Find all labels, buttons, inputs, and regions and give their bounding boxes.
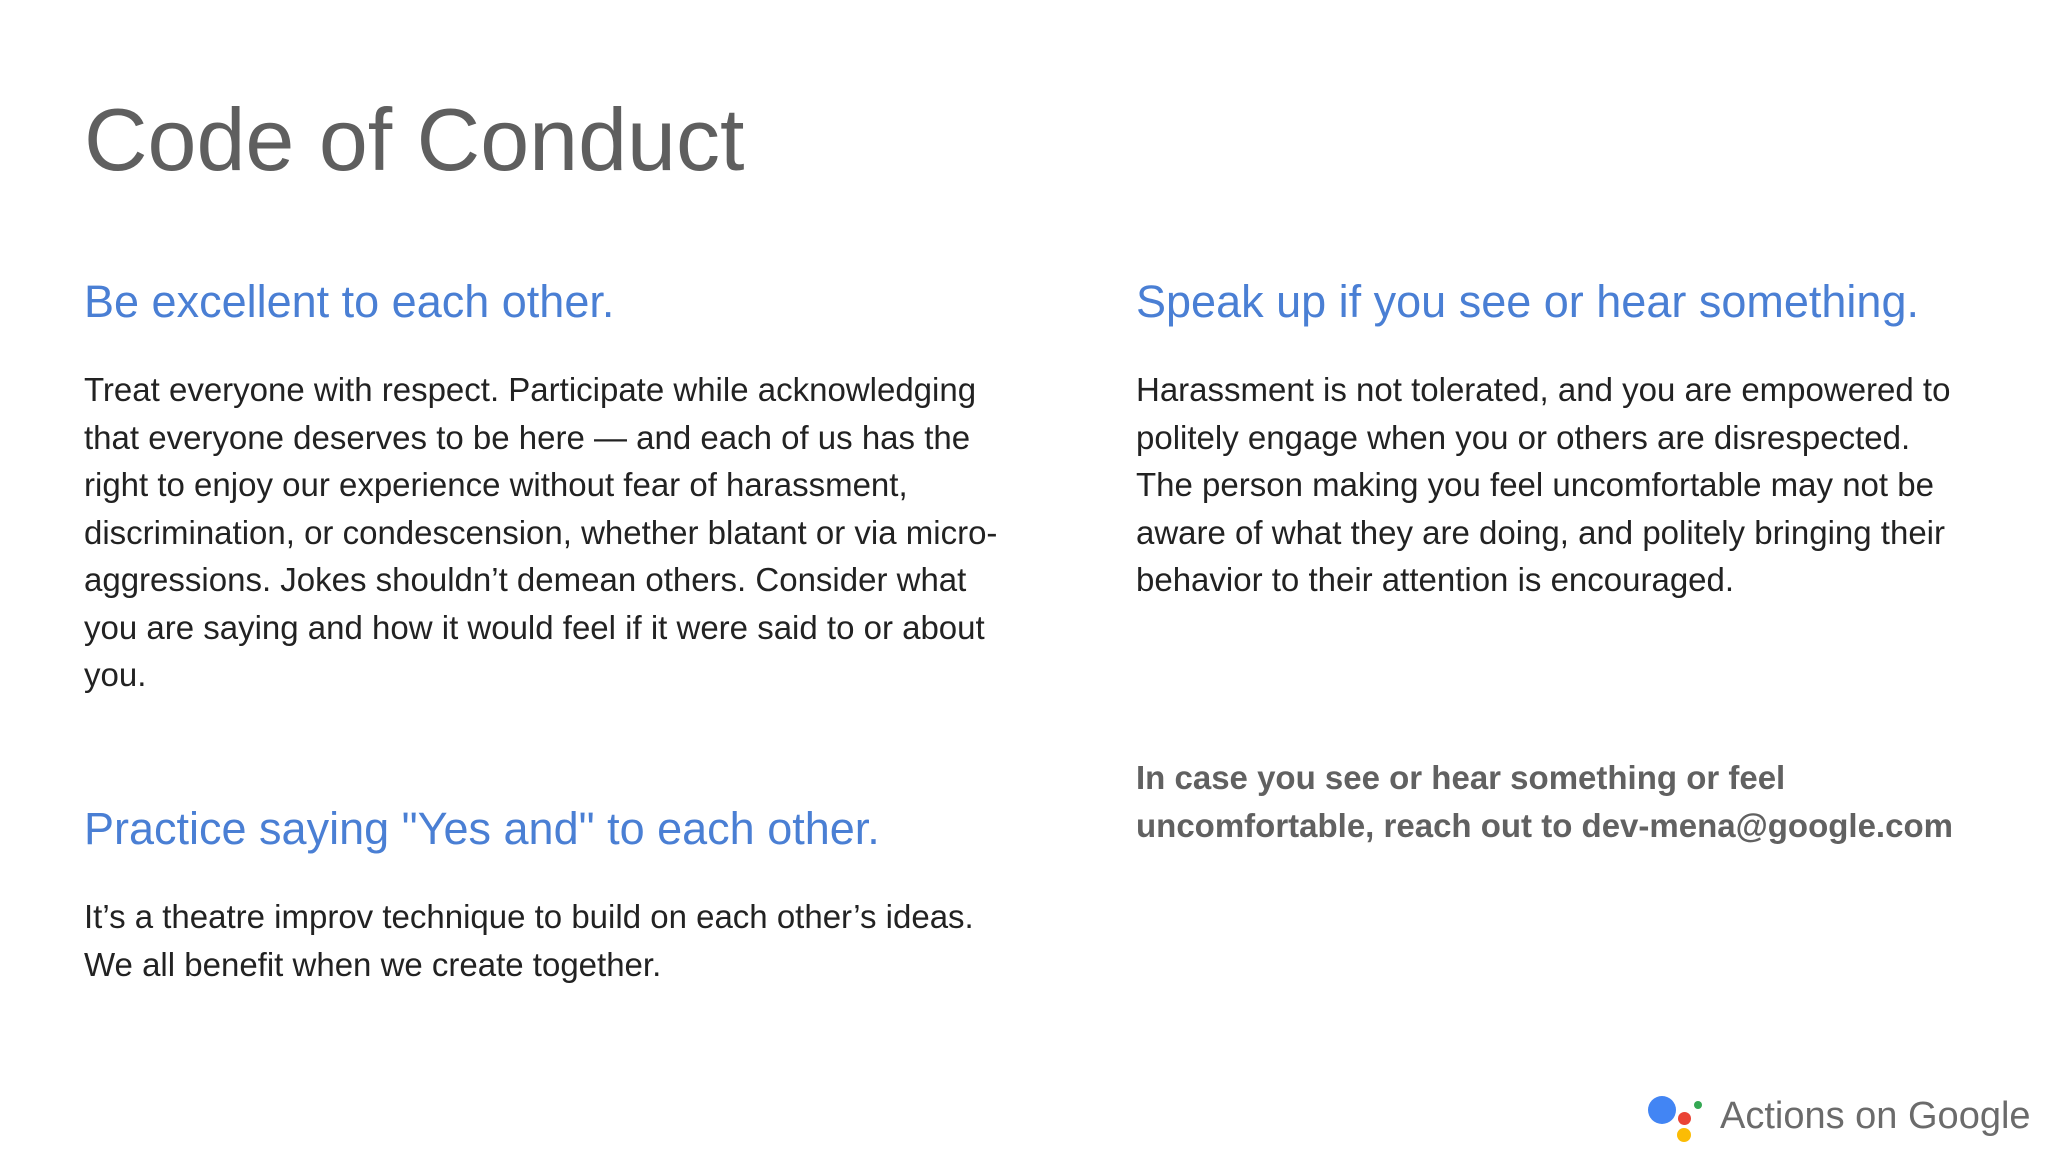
logo-dot-red xyxy=(1678,1112,1691,1125)
section-body-speak-up: Harassment is not tolerated, and you are empowered to politely engage when you or others are disrespected. The person making you feel uncomfortable may not be aware of what they are doing, and politely bringing their behavior to their attention is encouraged. xyxy=(1136,371,1951,598)
logo-dot-green xyxy=(1694,1101,1702,1109)
logo-dot-blue xyxy=(1648,1096,1676,1124)
brand-footer xyxy=(1648,1088,2031,1144)
contact-callout: In case you see or hear something or feel uncomfortable, reach out to dev-mena@google.com xyxy=(1136,759,1953,844)
section-heading-yes-and: Practice saying "Yes and" to each other. xyxy=(84,803,880,854)
logo-dot-yellow xyxy=(1677,1128,1691,1142)
section-body-be-excellent: Treat everyone with respect. Participate while acknowledging that everyone deserves to be here — and each of us has the right to enjoy our experience without fear of harassment, discrimination, or condescension, whether blatant or via micro-aggressions. Jokes shouldn’t demean others. Consider what you are saying and how it would feel if it were said to or about you. xyxy=(84,371,998,693)
section-heading-speak-up: Speak up if you see or hear something. xyxy=(1136,276,1919,327)
brand-name: Actions on Google xyxy=(1720,1095,2031,1137)
section-body-yes-and: It’s a theatre improv technique to build on each other’s ideas. We all benefit when we create together. xyxy=(84,898,974,983)
page-title: Code of Conduct xyxy=(84,90,745,189)
section-heading-be-excellent: Be excellent to each other. xyxy=(84,276,615,327)
google-assistant-dots-icon xyxy=(1648,1090,1706,1142)
